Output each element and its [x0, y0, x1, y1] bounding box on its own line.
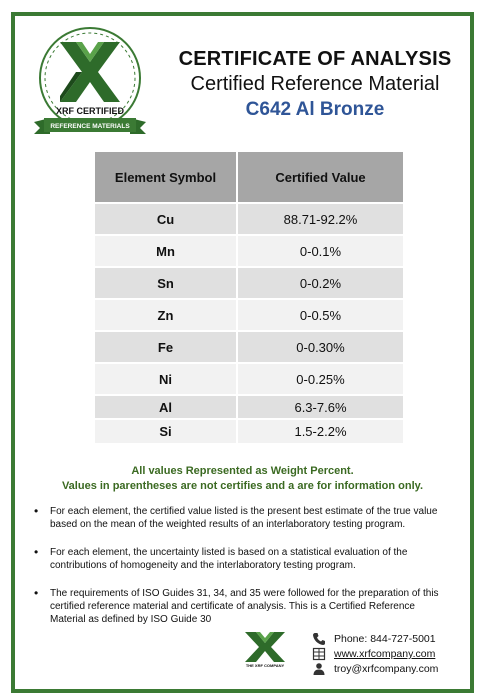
- xrf-certified-seal-logo: [20, 22, 160, 142]
- certified-value: 0-0.2%: [237, 267, 403, 299]
- element-symbol: Sn: [95, 267, 237, 299]
- column-header-value: Certified Value: [237, 152, 403, 203]
- table-row: [95, 267, 403, 299]
- certificate-subtitle: Certified Reference Material: [190, 73, 440, 95]
- list-item-text: The requirements of ISO Guides 31, 34, and 35 were followed for the preparation of this certified reference material and certificate of analysis. This is a Certified Reference Material as defined by ISO Guide 30: [50, 588, 439, 625]
- certified-values-table: [95, 152, 403, 443]
- certified-value: 0-0.5%: [237, 299, 403, 331]
- element-symbol: Cu: [95, 203, 237, 235]
- certified-value: 88.71-92.2%: [237, 203, 403, 235]
- globe-icon: [312, 647, 326, 661]
- certified-value: 6.3-7.6%: [237, 395, 403, 419]
- certificate-title: CERTIFICATE OF ANALYSIS: [178, 48, 452, 70]
- certified-value: 1.5-2.2%: [237, 419, 403, 443]
- contact-email-row: [312, 662, 462, 676]
- table-row: [95, 395, 403, 419]
- element-symbol: Al: [95, 395, 237, 419]
- contact-block: [312, 632, 462, 677]
- email-address[interactable]: troy@xrfcompany.com: [334, 663, 439, 675]
- bullet-icon: •: [34, 586, 39, 600]
- element-symbol: Si: [95, 419, 237, 443]
- weight-percent-note: [30, 464, 455, 494]
- note-line-1: All values Represented as Weight Percent.: [131, 465, 354, 477]
- list-item: [30, 505, 450, 531]
- person-icon: [312, 662, 326, 676]
- certified-value: 0-0.1%: [237, 235, 403, 267]
- list-item: [30, 546, 450, 572]
- element-symbol: Fe: [95, 331, 237, 363]
- phone-icon: [312, 632, 326, 646]
- note-line-2: Values in parentheses are not certifies and a are for information only.: [61, 480, 424, 492]
- phone-number: Phone: 844-727-5001: [334, 633, 436, 645]
- bullet-icon: •: [34, 504, 39, 518]
- certified-value: 0-0.30%: [237, 331, 403, 363]
- certified-value: 0-0.25%: [237, 363, 403, 395]
- list-item-text: For each element, the uncertainty listed is based on a statistical evaluation of the contributions of homogeneity and the interlaboratory testing program.: [50, 547, 408, 571]
- x-mark-icon: [245, 632, 285, 662]
- list-item-text: For each element, the certified value listed is the present best estimate of the true value based on the mean of the weighted results of an interlaboratory testing program.: [50, 506, 438, 530]
- element-symbol: Ni: [95, 363, 237, 395]
- list-item: [30, 587, 450, 626]
- table-row: [95, 419, 403, 443]
- table-row: [95, 331, 403, 363]
- website-link[interactable]: www.xrfcompany.com: [334, 648, 436, 660]
- table-row: [95, 235, 403, 267]
- xrf-company-logo: [240, 630, 290, 668]
- title-block: [175, 48, 455, 121]
- material-name: C642 Al Bronze: [245, 99, 385, 120]
- element-symbol: Zn: [95, 299, 237, 331]
- table-header-row: [95, 152, 403, 203]
- table-row: [95, 363, 403, 395]
- table-row: [95, 203, 403, 235]
- seal-ribbon-text: REFERENCE MATERIALS: [50, 123, 130, 130]
- element-symbol: Mn: [95, 235, 237, 267]
- bullet-icon: •: [34, 545, 39, 559]
- logo-caption: THE XRF COMPANY: [245, 663, 285, 668]
- table-row: [95, 299, 403, 331]
- column-header-symbol: Element Symbol: [95, 152, 237, 203]
- seal-brand-text: XRF CERTIFIED: [55, 106, 125, 116]
- contact-website-row: [312, 647, 462, 661]
- contact-phone-row: [312, 632, 462, 646]
- notes-list: [30, 505, 450, 626]
